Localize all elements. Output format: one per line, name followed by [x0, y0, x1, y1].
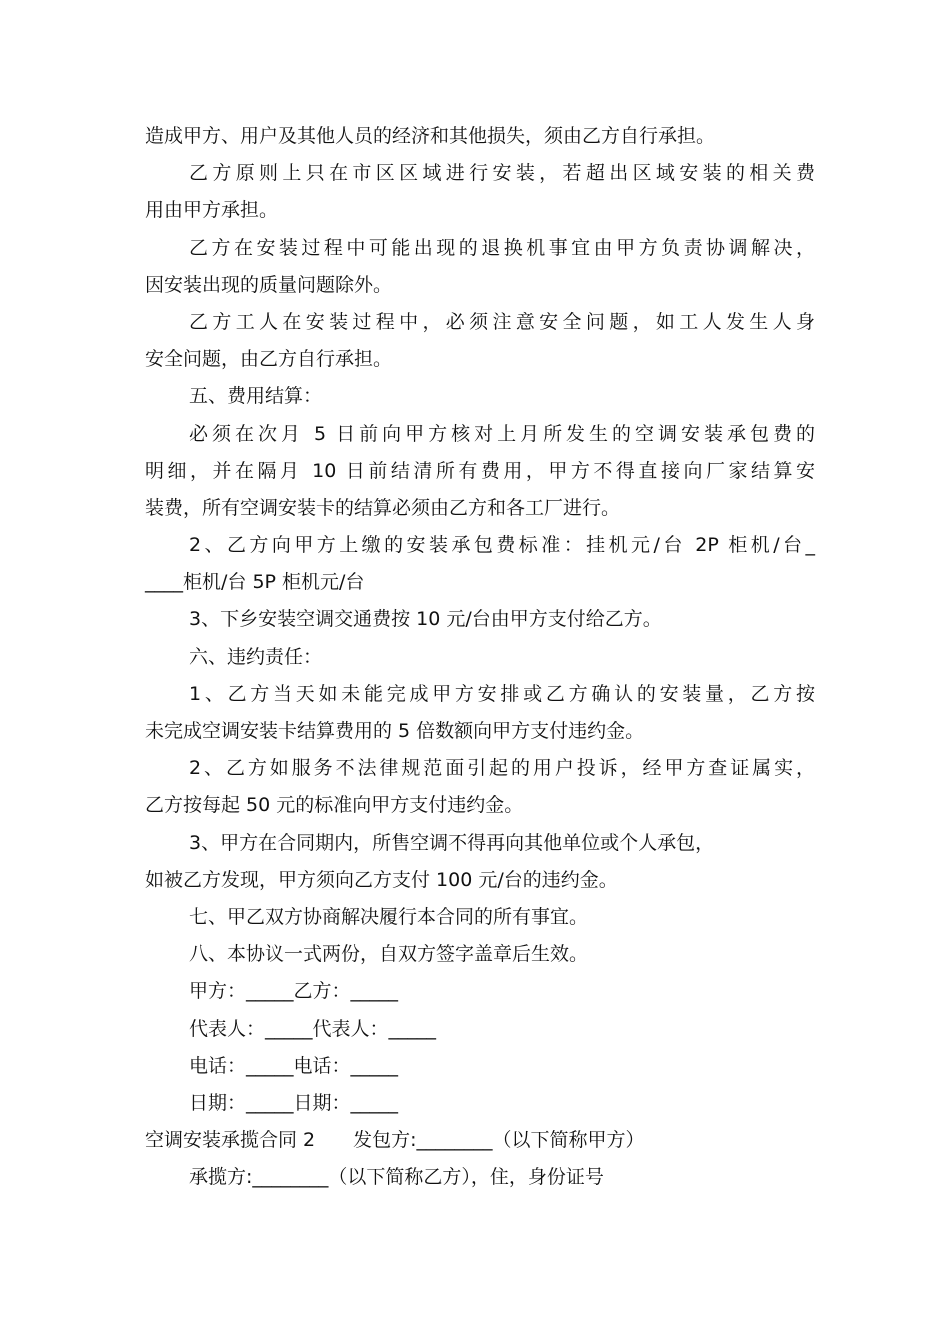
text-line-22: 七、甲乙双方协商解决履行本合同的所有事宜。	[189, 905, 589, 928]
signature-party-line: 甲方：_____乙方：_____	[189, 980, 399, 1003]
signature-representative-line: 代表人：_____代表人：_____	[189, 1017, 437, 1040]
section-heading-fee-settlement: 五、费用结算：	[189, 385, 323, 408]
text-line-4: 乙方在安装过程中可能出现的退换机事宜由甲方负责协调解决，	[189, 236, 815, 259]
contract-2-contractor-line: 承揽方:________（以下简称乙方），住，身份证号	[189, 1166, 604, 1189]
document-body	[145, 118, 815, 1196]
text-line-3: 用由甲方承担。	[145, 199, 279, 222]
text-line-12: 2、乙方向甲方上缴的安装承包费标准：挂机元/台 2P 柜机/台_	[189, 534, 815, 557]
contract-2-title-line: 空调安装承揽合同 2 发包方:________（以下简称甲方）	[145, 1129, 645, 1152]
text-line-1: 造成甲方、用户及其他人员的经济和其他损失，须由乙方自行承担。	[145, 125, 716, 147]
text-line-14: 3、下乡安装空调交通费按 10 元/台由甲方支付给乙方。	[189, 608, 662, 631]
text-line-10: 明细，并在隔月 10 日前结清所有费用，甲方不得直接向厂家结算安	[145, 459, 815, 482]
text-line-7: 安全问题，由乙方自行承担。	[145, 348, 393, 371]
text-line-20: 3、甲方在合同期内，所售空调不得再向其他单位或个人承包，	[189, 831, 715, 854]
text-line-6: 乙方工人在安装过程中，必须注意安全问题，如工人发生人身	[189, 310, 815, 333]
text-line-23: 八、本协议一式两份，自双方签字盖章后生效。	[189, 943, 589, 966]
signature-phone-line: 电话：_____电话：_____	[189, 1054, 399, 1077]
text-line-21: 如被乙方发现，甲方须向乙方支付 100 元/台的违约金。	[145, 868, 618, 891]
text-line-19: 乙方按每起 50 元的标准向甲方支付违约金。	[145, 794, 524, 817]
section-heading-breach-liability: 六、违约责任：	[189, 645, 323, 668]
signature-date-line: 日期：_____日期：_____	[189, 1091, 399, 1114]
text-line-2: 乙方原则上只在市区区域进行安装，若超出区域安装的相关费	[189, 162, 815, 185]
text-line-9: 必须在次月 5 日前向甲方核对上月所发生的空调安装承包费的	[189, 422, 815, 445]
text-line-11: 装费，所有空调安装卡的结算必须由乙方和各工厂进行。	[145, 496, 621, 519]
text-line-16: 1、乙方当天如未能完成甲方安排或乙方确认的安装量，乙方按	[189, 682, 815, 705]
text-line-18: 2、乙方如服务不法律规范面引起的用户投诉，经甲方查证属实，	[189, 757, 815, 780]
text-line-13: ____柜机/台 5P 柜机元/台	[145, 571, 365, 594]
text-line-5: 因安装出现的质量问题除外。	[145, 273, 393, 296]
text-line-17: 未完成空调安装卡结算费用的 5 倍数额向甲方支付违约金。	[145, 720, 645, 742]
